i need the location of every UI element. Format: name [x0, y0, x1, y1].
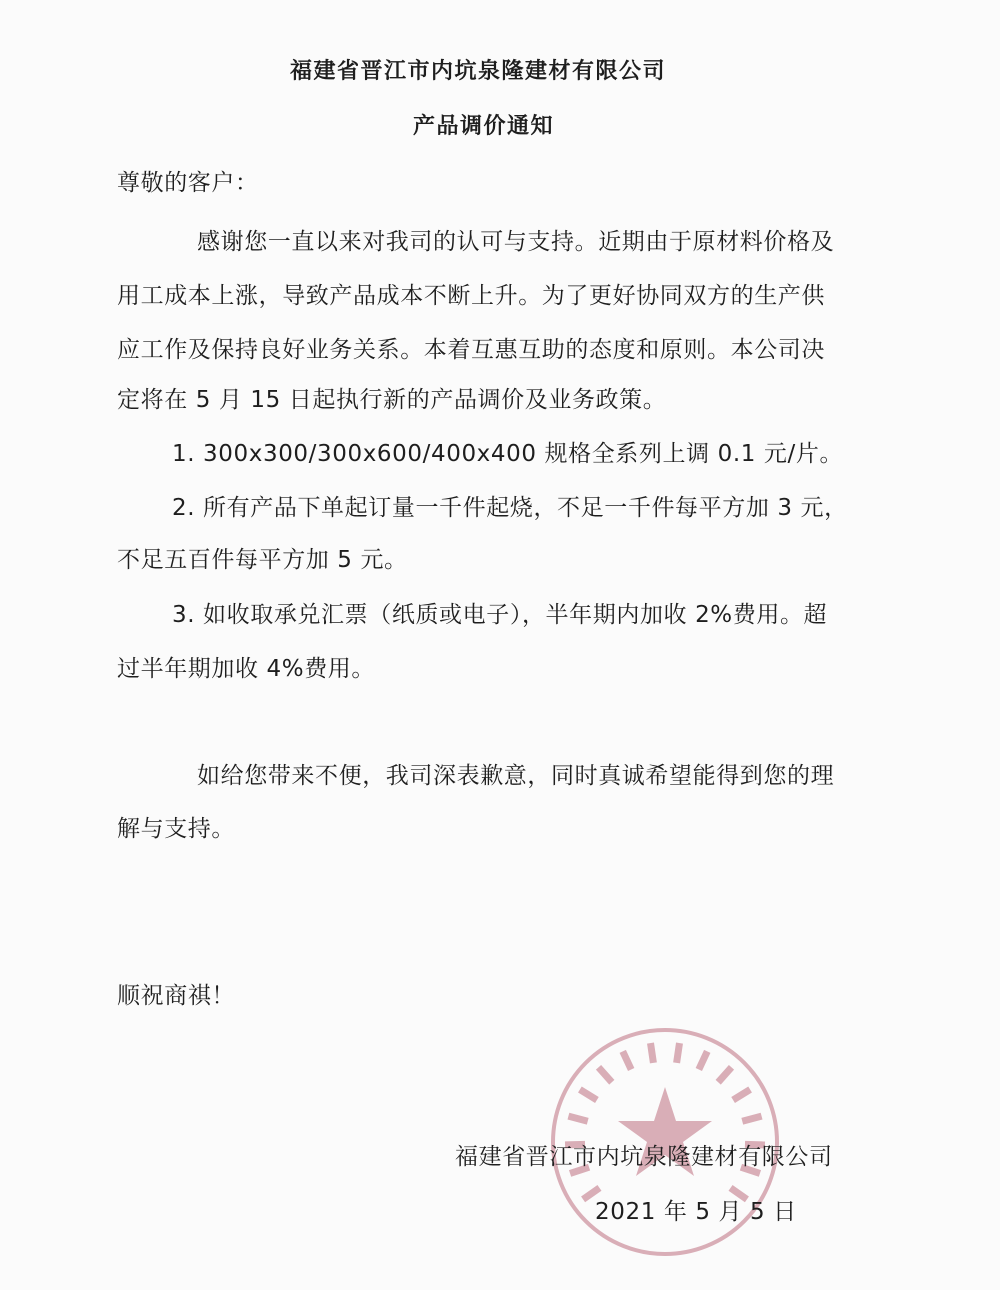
policy-item-2-cont: 不足五百件每平方加 5 元。	[117, 547, 408, 573]
signature-date: 2021 年 5 月 5 日	[595, 1199, 797, 1225]
intro-line: 应工作及保持良好业务关系。本着互惠互助的态度和原则。本公司决	[117, 337, 825, 363]
greeting: 尊敬的客户：	[117, 170, 259, 196]
policy-item-3: 3. 如收取承兑汇票（纸质或电子），半年期内加收 2%费用。超	[172, 602, 828, 628]
seal-glyph-mark	[742, 1116, 761, 1121]
intro-line: 用工成本上涨，导致产品成本不断上升。为了更好协同双方的生产供	[117, 283, 825, 309]
seal-glyph-mark	[718, 1067, 731, 1082]
closing-line: 如给您带来不便，我司深表歉意，同时真诚希望能得到您的理	[197, 763, 835, 789]
seal-glyph-mark	[733, 1090, 750, 1100]
seal-glyph-mark	[580, 1090, 597, 1100]
notice-title: 产品调价通知	[413, 114, 555, 139]
seal-glyph-mark	[623, 1051, 631, 1069]
intro-line: 感谢您一直以来对我司的认可与支持。近期由于原材料价格及	[197, 229, 835, 255]
signature-company: 福建省晋江市内坑泉隆建材有限公司	[455, 1144, 833, 1170]
seal-glyph-mark	[677, 1043, 680, 1063]
closing-line: 解与支持。	[117, 816, 235, 842]
company-title: 福建省晋江市内坑泉隆建材有限公司	[290, 59, 667, 84]
policy-item-3-cont: 过半年期加收 4%费用。	[117, 656, 375, 682]
intro-line: 定将在 5 月 15 日起执行新的产品调价及业务政策。	[117, 387, 667, 413]
regards: 顺祝商祺！	[117, 983, 235, 1009]
seal-glyph-mark	[699, 1051, 707, 1069]
policy-item-2: 2. 所有产品下单起订量一千件起烧，不足一千件每平方加 3 元，	[172, 495, 848, 521]
seal-glyph-mark	[651, 1043, 654, 1063]
seal-glyph-mark	[599, 1067, 612, 1082]
seal-glyph-mark	[568, 1116, 587, 1121]
policy-item-1: 1. 300x300/300x600/400x400 规格全系列上调 0.1 元/片。	[172, 441, 844, 467]
